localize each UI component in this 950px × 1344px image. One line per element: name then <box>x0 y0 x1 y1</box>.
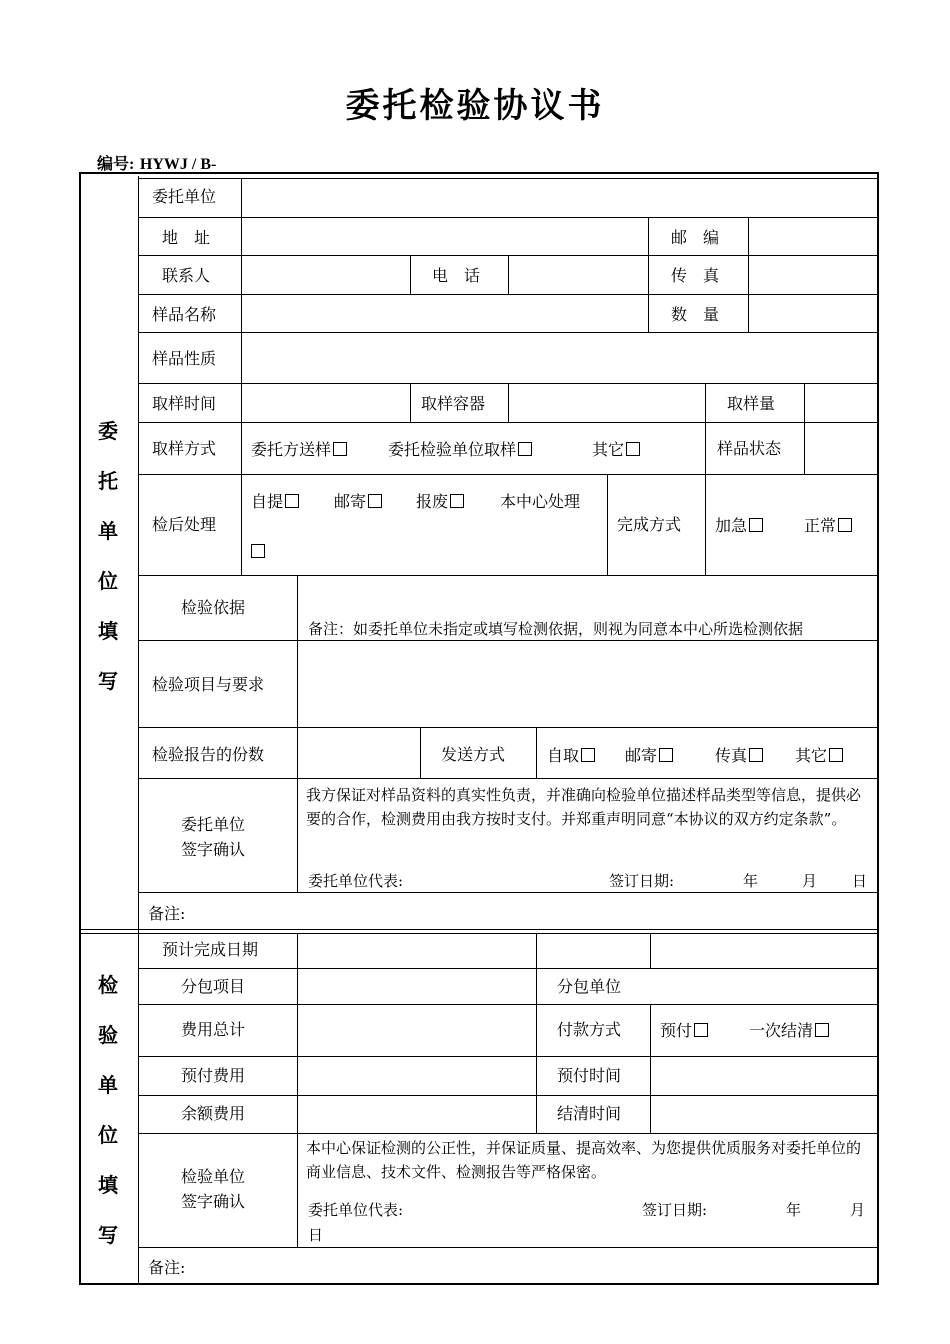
client-side-label: 委 托 单 位 填 写 <box>98 419 118 693</box>
grid-line-horizontal <box>138 727 877 728</box>
grid-line-horizontal <box>138 422 877 423</box>
checkbox-icon[interactable] <box>581 748 595 762</box>
label-prepaid-cost: 预付费用 <box>181 1066 246 1085</box>
grid-line-vertical <box>804 383 805 474</box>
lab-sign-month: 月 <box>850 1201 866 1219</box>
client-sign-date-label: 签订日期: <box>609 872 675 890</box>
checkbox-icon[interactable] <box>518 442 532 456</box>
grid-line-vertical <box>705 383 706 474</box>
grid-line-horizontal <box>138 474 877 475</box>
label-postcode: 邮 编 <box>671 228 720 247</box>
sampling-option-other[interactable]: 其它 <box>592 440 640 460</box>
grid-line-horizontal <box>138 968 877 969</box>
post-option-center[interactable]: 本中心处理 <box>500 492 581 511</box>
grid-line-vertical <box>748 217 749 332</box>
checkbox-icon[interactable] <box>694 1023 708 1037</box>
grid-line-horizontal <box>138 575 877 576</box>
grid-line-vertical <box>138 176 139 1283</box>
checkbox-icon[interactable] <box>749 748 763 762</box>
grid-line-horizontal <box>138 640 877 641</box>
lab-sign-label-2: 签字确认 <box>181 1192 246 1211</box>
grid-line-vertical <box>648 217 649 332</box>
grid-line-horizontal <box>80 933 877 934</box>
lab-sign-label-1: 检验单位 <box>181 1167 246 1186</box>
label-sample-status: 样品状态 <box>717 439 782 458</box>
grid-line-horizontal <box>138 1247 877 1248</box>
grid-line-vertical <box>508 383 509 422</box>
grid-line-vertical <box>607 474 608 575</box>
grid-line-horizontal <box>138 217 877 218</box>
grid-line-horizontal <box>138 1004 877 1005</box>
grid-line-horizontal <box>138 778 877 779</box>
label-total-cost: 费用总计 <box>181 1020 246 1039</box>
serial-value: HYWJ / B- <box>139 156 217 173</box>
grid-line-horizontal <box>80 929 877 930</box>
label-items: 检验项目与要求 <box>152 675 265 694</box>
checkbox-icon[interactable] <box>659 748 673 762</box>
label-address: 地 址 <box>162 228 211 247</box>
lab-sign-date-label: 签订日期: <box>642 1201 708 1219</box>
lab-side-label: 检 验 单 位 填 写 <box>98 973 118 1247</box>
grid-line-vertical <box>410 255 411 294</box>
label-phone: 电 话 <box>432 266 481 285</box>
label-subcontract-unit: 分包单位 <box>557 977 622 996</box>
grid-line-vertical <box>241 178 242 575</box>
checkbox-icon[interactable] <box>333 442 347 456</box>
delivery-option-fax[interactable]: 传真 <box>715 746 763 766</box>
grid-line-horizontal <box>138 1133 877 1134</box>
label-expected-date: 预计完成日期 <box>162 940 259 959</box>
serial-number <box>97 151 216 174</box>
client-remark-label: 备注: <box>148 904 186 923</box>
label-quantity: 数 量 <box>671 305 720 324</box>
sampling-option-send[interactable]: 委托方送样 <box>251 440 347 460</box>
grid-line-horizontal <box>138 294 877 295</box>
label-report-copies: 检验报告的份数 <box>152 745 265 764</box>
label-sampling-container: 取样容器 <box>421 394 486 413</box>
label-post-processing: 检后处理 <box>152 515 217 534</box>
client-sign-day: 日 <box>852 872 868 890</box>
checkbox-icon[interactable] <box>749 518 763 532</box>
client-sign-label-2: 签字确认 <box>181 840 246 859</box>
checkbox-icon[interactable] <box>251 544 265 558</box>
grid-line-vertical <box>297 575 298 892</box>
lab-sign-year: 年 <box>786 1201 802 1219</box>
checkbox-icon[interactable] <box>829 748 843 762</box>
grid-line-horizontal <box>138 1056 877 1057</box>
label-sampling-method: 取样方式 <box>152 439 217 458</box>
label-payment-method: 付款方式 <box>557 1020 622 1039</box>
label-subcontract-item: 分包项目 <box>181 977 246 996</box>
delivery-option-self[interactable]: 自取 <box>547 746 595 766</box>
grid-line-vertical <box>705 474 706 575</box>
label-settle-time: 结清时间 <box>557 1104 622 1123</box>
basis-note: 备注：如委托单位未指定或填写检测依据，则视为同意本中心所选检测依据 <box>308 620 804 638</box>
checkbox-icon[interactable] <box>450 494 464 508</box>
grid-line-horizontal <box>138 1095 877 1096</box>
label-sampling-amount: 取样量 <box>727 394 776 413</box>
grid-line-horizontal <box>138 892 877 893</box>
label-entrusting-unit: 委托单位 <box>152 187 217 206</box>
post-option-self[interactable]: 自提 <box>251 492 299 512</box>
grid-line-horizontal <box>138 332 877 333</box>
label-contact: 联系人 <box>162 266 211 285</box>
label-fax: 传 真 <box>671 266 720 285</box>
lab-guarantee-text: 本中心保证检测的公正性，并保证质量、提高效率、为您提供优质服务对委托单位的商业信息、技术文件、检测报告等严格保密。 <box>306 1139 862 1181</box>
grid-line-vertical <box>297 933 298 1247</box>
client-sign-month: 月 <box>802 872 818 890</box>
lab-sign-day: 日 <box>308 1226 324 1244</box>
post-option-mail[interactable]: 邮寄 <box>334 492 382 512</box>
checkbox-icon[interactable] <box>368 494 382 508</box>
checkbox-icon[interactable] <box>838 518 852 532</box>
delivery-option-mail[interactable]: 邮寄 <box>625 746 673 766</box>
label-sample-name: 样品名称 <box>152 305 217 324</box>
label-delivery-method: 发送方式 <box>441 745 506 764</box>
grid-line-vertical <box>508 255 509 294</box>
post-option-center-checkbox[interactable] <box>251 542 265 562</box>
client-guarantee-text: 我方保证对样品资料的真实性负责，并准确向检验单位描述样品类型等信息，提供必要的合作，检测费用由我方按时支付。并郑重声明同意“本协议的双方约定条款”。 <box>306 786 862 828</box>
payment-option-prepaid[interactable]: 预付 <box>660 1021 708 1041</box>
label-prepaid-time: 预付时间 <box>557 1066 622 1085</box>
grid-line-vertical <box>536 933 537 1133</box>
grid-line-horizontal <box>138 178 877 179</box>
checkbox-icon[interactable] <box>285 494 299 508</box>
client-rep-label: 委托单位代表: <box>308 872 404 890</box>
label-sampling-time: 取样时间 <box>152 394 217 413</box>
completion-option-urgent[interactable]: 加急 <box>715 516 763 536</box>
payment-option-lump[interactable]: 一次结清 <box>749 1021 829 1041</box>
label-completion-method: 完成方式 <box>617 515 682 534</box>
grid-line-vertical <box>410 383 411 422</box>
grid-line-vertical <box>536 727 537 778</box>
grid-line-vertical <box>650 1004 651 1133</box>
grid-line-vertical <box>420 727 421 778</box>
document-title: 委托检验协议书 <box>345 86 605 126</box>
serial-label: 编号: <box>97 156 135 173</box>
delivery-option-other[interactable]: 其它 <box>795 746 843 766</box>
lab-rep-label: 委托单位代表: <box>308 1201 404 1219</box>
checkbox-icon[interactable] <box>815 1023 829 1037</box>
label-basis: 检验依据 <box>181 598 246 617</box>
label-sample-nature: 样品性质 <box>152 349 217 368</box>
label-balance-cost: 余额费用 <box>181 1104 246 1123</box>
sampling-option-pickup[interactable]: 委托检验单位取样 <box>388 440 532 460</box>
completion-option-normal[interactable]: 正常 <box>804 516 852 536</box>
lab-remark-label: 备注: <box>148 1258 186 1277</box>
client-sign-label-1: 委托单位 <box>181 815 246 834</box>
post-option-scrap[interactable]: 报废 <box>416 492 464 512</box>
checkbox-icon[interactable] <box>626 442 640 456</box>
client-sign-year: 年 <box>743 872 759 890</box>
grid-line-vertical <box>650 933 651 968</box>
